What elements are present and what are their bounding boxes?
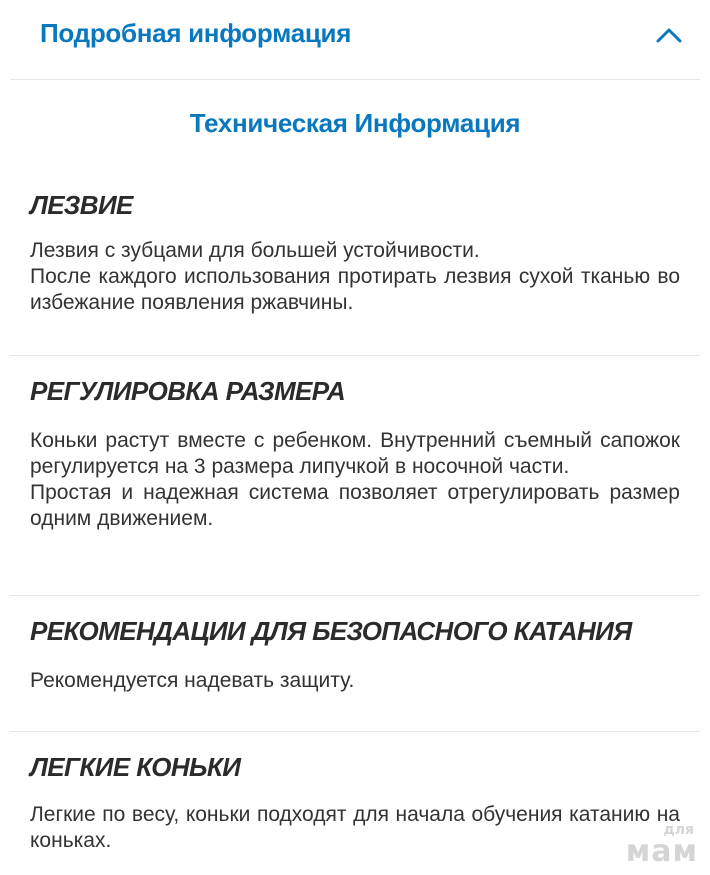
- accordion-title: Подробная информация: [40, 18, 352, 48]
- section-title: Техническая Информация: [189, 108, 521, 138]
- accordion-header[interactable]: [10, 0, 700, 80]
- info-block-safety: [10, 596, 700, 732]
- block-heading: ЛЕЗВИЕ: [30, 190, 133, 220]
- block-paragraph: Лезвия с зубцами для большей устойчивости.: [30, 239, 480, 262]
- info-block-blade: [10, 160, 700, 356]
- chevron-up-icon[interactable]: [654, 22, 684, 48]
- block-body: [30, 428, 680, 532]
- block-body: [30, 668, 680, 694]
- block-body: [30, 238, 680, 316]
- block-heading: РЕКОМЕНДАЦИИ ДЛЯ БЕЗОПАСНОГО КАТАНИЯ: [30, 616, 632, 646]
- block-paragraph: Простая и надежная система позволяет отрегулировать размер одним движением.: [30, 481, 680, 530]
- block-paragraph: После каждого использования протирать лезвия сухой тканью во избежание появления ржавчины.: [30, 265, 680, 314]
- info-block-size-adjustment: [10, 356, 700, 596]
- watermark-logo: [626, 823, 698, 867]
- block-heading: РЕГУЛИРОВКА РАЗМЕРА: [30, 376, 346, 406]
- watermark-bottom: мам: [625, 834, 698, 869]
- watermark-top: для: [663, 822, 694, 838]
- block-paragraph: Коньки растут вместе с ребенком. Внутренний съемный сапожок регулируется на 3 размера липучкой в носочной части.: [30, 429, 680, 478]
- block-heading: ЛЕГКИЕ КОНЬКИ: [30, 752, 241, 782]
- block-paragraph: Легкие по весу, коньки подходят для начала обучения катанию на коньках.: [30, 803, 680, 852]
- block-paragraph: Рекомендуется надевать защиту.: [30, 669, 355, 692]
- info-block-lightweight: [10, 732, 700, 875]
- block-body: [30, 802, 680, 854]
